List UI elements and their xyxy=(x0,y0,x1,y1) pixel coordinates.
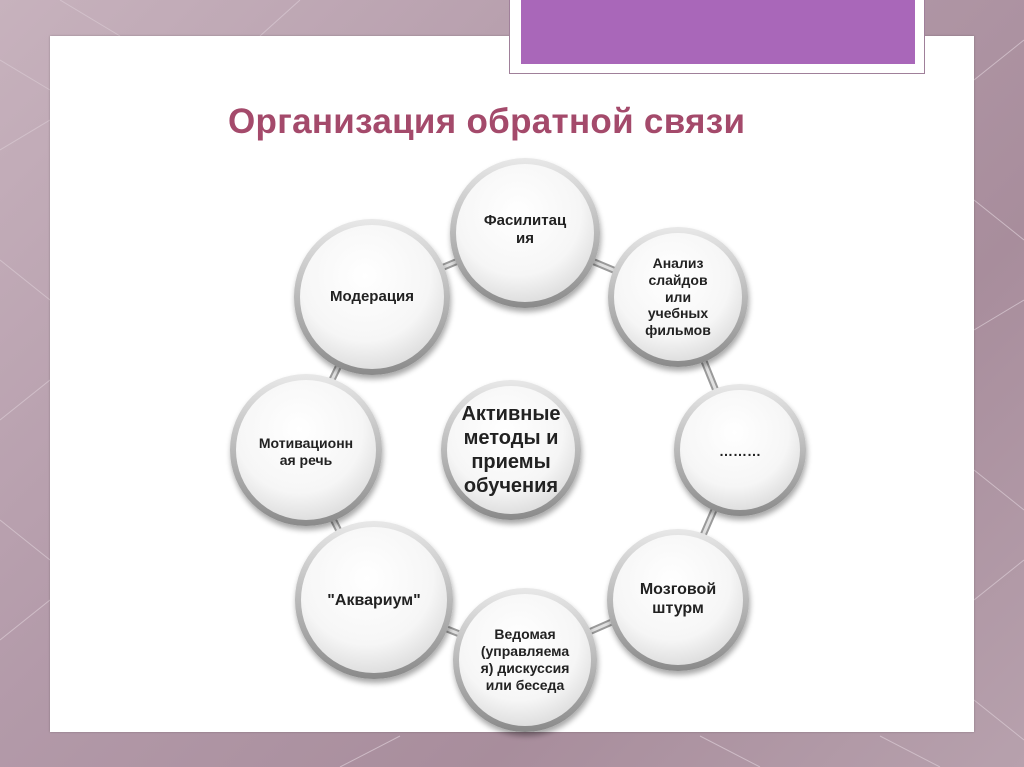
node-label-motivational-speech: Мотивационн ая речь xyxy=(258,435,354,468)
node-label-moderation: Модерация xyxy=(329,288,415,305)
node-label-facilitation: Фасилитац ия xyxy=(483,212,567,247)
node-label-slide-analysis: Анализ слайдов или учебных фильмов xyxy=(645,255,711,339)
node-label-aquarium: "Аквариум" xyxy=(327,592,421,610)
slide-title: Организация обратной связи xyxy=(228,102,746,141)
center-label: Активные методы и приемы обучения xyxy=(461,403,561,497)
node-label-guided-discussion: Ведомая (управляема я) дискуссия или беседа xyxy=(480,626,570,693)
node-label-brainstorm: Мозговой штурм xyxy=(639,580,717,617)
node-label-ellipsis: ……… xyxy=(719,442,761,459)
